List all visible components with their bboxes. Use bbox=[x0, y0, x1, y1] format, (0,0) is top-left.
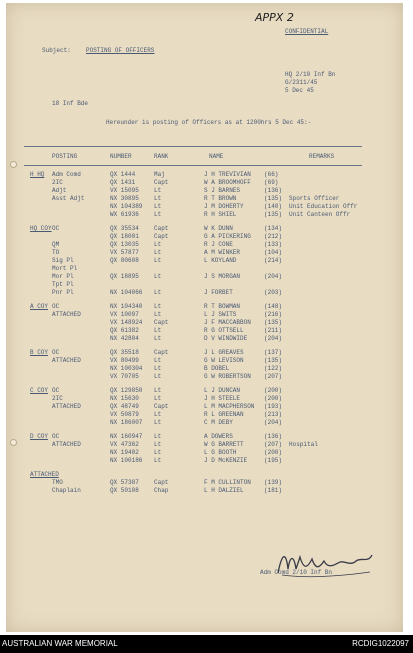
row-posting: OC bbox=[52, 387, 60, 394]
row-seq: (135) bbox=[264, 211, 283, 218]
row-rank: Lt bbox=[154, 195, 162, 202]
row-group: B COY bbox=[30, 349, 49, 356]
row-rank: Lt bbox=[154, 249, 162, 256]
signature-title: Adm Comd 2/10 Inf Bn bbox=[260, 569, 333, 576]
row-seq: (204) bbox=[264, 273, 283, 280]
punch-hole bbox=[10, 439, 17, 446]
row-rank: Lt bbox=[154, 303, 162, 310]
row-seq: (214) bbox=[264, 257, 283, 264]
row-seq: (136) bbox=[264, 187, 283, 194]
row-name: C M DEBY bbox=[204, 419, 233, 426]
row-seq: (216) bbox=[264, 311, 283, 318]
row-seq: (66) bbox=[264, 171, 279, 178]
row-name: R G OTTSELL bbox=[204, 327, 244, 334]
punch-hole bbox=[10, 161, 17, 168]
row-name: F M CULLINTON bbox=[204, 479, 251, 486]
row-remarks: Hospital bbox=[289, 441, 318, 448]
row-number: NX 15630 bbox=[110, 395, 139, 402]
row-number: VX 148924 bbox=[110, 319, 143, 326]
row-rank: Capt bbox=[154, 225, 169, 232]
row-number: QX 61382 bbox=[110, 327, 139, 334]
row-name: J D McKENZIE bbox=[204, 457, 248, 464]
row-posting: 2IC bbox=[52, 179, 63, 186]
row-rank: Capt bbox=[154, 233, 169, 240]
row-number: NX 30895 bbox=[110, 195, 139, 202]
row-name: R H SHIEL bbox=[204, 211, 237, 218]
row-name: R T BROWN bbox=[204, 195, 237, 202]
row-name: L J DUNCAN bbox=[204, 387, 241, 394]
row-group: C COY bbox=[30, 387, 49, 394]
row-name: J FORBET bbox=[204, 289, 233, 296]
header-rank: RANK bbox=[154, 153, 169, 160]
row-name: W A BROOMHOFF bbox=[204, 179, 251, 186]
row-seq: (207) bbox=[264, 441, 283, 448]
row-name: J L GREAVES bbox=[204, 349, 244, 356]
row-posting: QM bbox=[52, 241, 60, 248]
row-posting: 2IC bbox=[52, 395, 63, 402]
appendix-annotation: APPX 2 bbox=[255, 11, 294, 24]
row-number: QX 1431 bbox=[110, 179, 136, 186]
row-posting: Chaplain bbox=[52, 487, 81, 494]
row-name: J M DOHERTY bbox=[204, 203, 244, 210]
row-name: G W ROBERTSON bbox=[204, 373, 251, 380]
row-name: A DOWERS bbox=[204, 433, 233, 440]
document-page bbox=[6, 3, 403, 632]
row-posting: ATTACHED bbox=[52, 311, 81, 318]
row-number: VX 80499 bbox=[110, 357, 139, 364]
reference-file: G/2311/45 bbox=[285, 79, 318, 86]
row-rank: Lt bbox=[154, 433, 162, 440]
row-posting: Adm Comd bbox=[52, 171, 81, 178]
row-group: A COY bbox=[30, 303, 49, 310]
row-name: W K DUNN bbox=[204, 225, 233, 232]
row-number: NX 100186 bbox=[110, 457, 143, 464]
row-rank: Lt bbox=[154, 373, 162, 380]
row-number: VX 15095 bbox=[110, 187, 139, 194]
row-name: A M WINKER bbox=[204, 249, 241, 256]
row-posting: Pnr Pl bbox=[52, 289, 74, 296]
row-seq: (148) bbox=[264, 303, 283, 310]
row-posting: Mor Pl bbox=[52, 273, 74, 280]
row-rank: Lt bbox=[154, 241, 162, 248]
row-rank: Maj bbox=[154, 171, 165, 178]
row-number: VX 47362 bbox=[110, 441, 139, 448]
reference-unit: HQ 2/10 Inf Bn bbox=[285, 71, 336, 78]
row-posting: ATTACHED bbox=[52, 403, 81, 410]
row-group: D COY bbox=[30, 433, 49, 440]
row-number: QX 50108 bbox=[110, 487, 139, 494]
row-seq: (139) bbox=[264, 479, 283, 486]
row-rank: Lt bbox=[154, 365, 162, 372]
row-seq: (135) bbox=[264, 357, 283, 364]
row-rank: Capt bbox=[154, 319, 169, 326]
row-number: NX 100304 bbox=[110, 365, 143, 372]
footer-record-id: RCDIG1022097 bbox=[352, 639, 409, 648]
row-group: ATTACHED bbox=[30, 471, 59, 478]
header-name: NAME bbox=[209, 153, 224, 160]
row-name: D V WINDWIDE bbox=[204, 335, 248, 342]
row-seq: (212) bbox=[264, 233, 283, 240]
row-seq: (181) bbox=[264, 487, 283, 494]
row-number: VX 50879 bbox=[110, 411, 139, 418]
row-name: L M MACPHERSON bbox=[204, 403, 255, 410]
row-rank: Lt bbox=[154, 327, 162, 334]
row-number: NX 186007 bbox=[110, 419, 143, 426]
row-number: QX 57387 bbox=[110, 479, 139, 486]
table-header-rule bbox=[24, 165, 362, 166]
row-number: NX 104066 bbox=[110, 289, 143, 296]
row-name: L H DALZIEL bbox=[204, 487, 244, 494]
row-seq: (213) bbox=[264, 411, 283, 418]
row-name: G A PICKERING bbox=[204, 233, 251, 240]
row-number: NX 104389 bbox=[110, 203, 143, 210]
row-posting: TO bbox=[52, 249, 60, 256]
row-number: QX 48749 bbox=[110, 403, 139, 410]
classification: CONFIDENTIAL bbox=[285, 28, 329, 35]
row-remarks: Unit Canteen Offr bbox=[289, 211, 351, 218]
row-rank: Lt bbox=[154, 187, 162, 194]
row-number: QX 80608 bbox=[110, 257, 139, 264]
row-posting: Tpt Pl bbox=[52, 281, 74, 288]
row-name: S J BARNES bbox=[204, 187, 241, 194]
row-rank: Lt bbox=[154, 387, 162, 394]
row-name: W G BARRETT bbox=[204, 441, 244, 448]
row-rank: Lt bbox=[154, 449, 162, 456]
row-number: NX 19402 bbox=[110, 449, 139, 456]
subject-label: Subject: bbox=[42, 47, 71, 54]
row-rank: Capt bbox=[154, 479, 169, 486]
row-name: R L GREENAN bbox=[204, 411, 244, 418]
row-name: J S MORGAN bbox=[204, 273, 241, 280]
row-seq: (204) bbox=[264, 335, 283, 342]
row-number: NX 104340 bbox=[110, 303, 143, 310]
row-number: QX 18895 bbox=[110, 273, 139, 280]
intro-line: Hereunder is posting of Officers as at 1200hrs 5 Dec 45:- bbox=[106, 119, 312, 126]
row-seq: (135) bbox=[264, 319, 283, 326]
row-posting: Asst Adjt bbox=[52, 195, 85, 202]
row-number: NX 42804 bbox=[110, 335, 139, 342]
row-name: L J SWITS bbox=[204, 311, 237, 318]
row-number: QX 35518 bbox=[110, 349, 139, 356]
row-posting: Sig Pl bbox=[52, 257, 74, 264]
row-number: QX 1444 bbox=[110, 171, 136, 178]
row-seq: (140) bbox=[264, 203, 283, 210]
row-number: VX 10097 bbox=[110, 311, 139, 318]
header-number: NUMBER bbox=[110, 153, 132, 160]
footer-institution: AUSTRALIAN WAR MEMORIAL bbox=[2, 639, 118, 648]
row-remarks: Unit Education Offr bbox=[289, 203, 358, 210]
row-name: J F MACCABBON bbox=[204, 319, 251, 326]
row-rank: Lt bbox=[154, 203, 162, 210]
row-name: B DOBEL bbox=[204, 365, 230, 372]
row-name: J H TREVIVIAN bbox=[204, 171, 251, 178]
row-number: QX 35534 bbox=[110, 225, 139, 232]
row-seq: (200) bbox=[264, 395, 283, 402]
row-rank: Lt bbox=[154, 211, 162, 218]
row-name: G W LEVISON bbox=[204, 357, 244, 364]
row-seq: (104) bbox=[264, 249, 283, 256]
row-number: QX 13035 bbox=[110, 241, 139, 248]
row-name: J H STEELE bbox=[204, 395, 241, 402]
row-rank: Chap bbox=[154, 487, 169, 494]
row-seq: (193) bbox=[264, 403, 283, 410]
row-posting: Mort Pl bbox=[52, 265, 78, 272]
row-seq: (204) bbox=[264, 419, 283, 426]
row-rank: Lt bbox=[154, 311, 162, 318]
row-rank: Lt bbox=[154, 273, 162, 280]
row-rank: Lt bbox=[154, 457, 162, 464]
row-seq: (203) bbox=[264, 289, 283, 296]
row-posting: OC bbox=[52, 225, 60, 232]
row-rank: Lt bbox=[154, 335, 162, 342]
row-rank: Lt bbox=[154, 395, 162, 402]
footer-bar bbox=[0, 635, 413, 653]
row-seq: (69) bbox=[264, 179, 279, 186]
row-posting: OC bbox=[52, 349, 60, 356]
row-posting: Adjt bbox=[52, 187, 67, 194]
row-rank: Lt bbox=[154, 419, 162, 426]
row-posting: ATTACHED bbox=[52, 441, 81, 448]
row-rank: Lt bbox=[154, 289, 162, 296]
row-number: VX 57877 bbox=[110, 249, 139, 256]
header-remarks: REMARKS bbox=[309, 153, 335, 160]
row-name: L KOYLAND bbox=[204, 257, 237, 264]
row-posting: OC bbox=[52, 433, 60, 440]
row-seq: (200) bbox=[264, 449, 283, 456]
row-seq: (134) bbox=[264, 225, 283, 232]
row-seq: (211) bbox=[264, 327, 283, 334]
row-rank: Lt bbox=[154, 257, 162, 264]
subject: POSTING OF OFFICERS bbox=[86, 47, 155, 54]
row-rank: Capt bbox=[154, 349, 169, 356]
row-seq: (135) bbox=[264, 195, 283, 202]
row-seq: (122) bbox=[264, 365, 283, 372]
reference-date: 5 Dec 45 bbox=[285, 87, 314, 94]
row-seq: (195) bbox=[264, 457, 283, 464]
row-seq: (137) bbox=[264, 349, 283, 356]
row-number: VX 70705 bbox=[110, 373, 139, 380]
row-group: HQ COY bbox=[30, 225, 52, 232]
table-top-rule bbox=[24, 146, 362, 147]
row-posting: ATTACHED bbox=[52, 357, 81, 364]
row-remarks: Sports Officer bbox=[289, 195, 340, 202]
row-number: QX 18001 bbox=[110, 233, 139, 240]
row-rank: Capt bbox=[154, 403, 169, 410]
header-posting: POSTING bbox=[52, 153, 78, 160]
row-name: R T BOWMAN bbox=[204, 303, 241, 310]
row-rank: Lt bbox=[154, 441, 162, 448]
row-number: WX 61936 bbox=[110, 211, 139, 218]
row-seq: (200) bbox=[264, 387, 283, 394]
row-name: R J CONE bbox=[204, 241, 233, 248]
row-number: NX 160947 bbox=[110, 433, 143, 440]
row-posting: OC bbox=[52, 303, 60, 310]
row-seq: (133) bbox=[264, 241, 283, 248]
row-rank: Capt bbox=[154, 179, 169, 186]
row-name: L G BOOTH bbox=[204, 449, 237, 456]
row-posting: TMO bbox=[52, 479, 63, 486]
row-rank: Lt bbox=[154, 411, 162, 418]
row-rank: Lt bbox=[154, 357, 162, 364]
row-seq: (207) bbox=[264, 373, 283, 380]
row-group: H HQ bbox=[30, 171, 45, 178]
addressee: 18 Inf Bde bbox=[52, 100, 89, 107]
row-number: QX 129850 bbox=[110, 387, 143, 394]
signature bbox=[274, 545, 384, 585]
row-seq: (136) bbox=[264, 433, 283, 440]
